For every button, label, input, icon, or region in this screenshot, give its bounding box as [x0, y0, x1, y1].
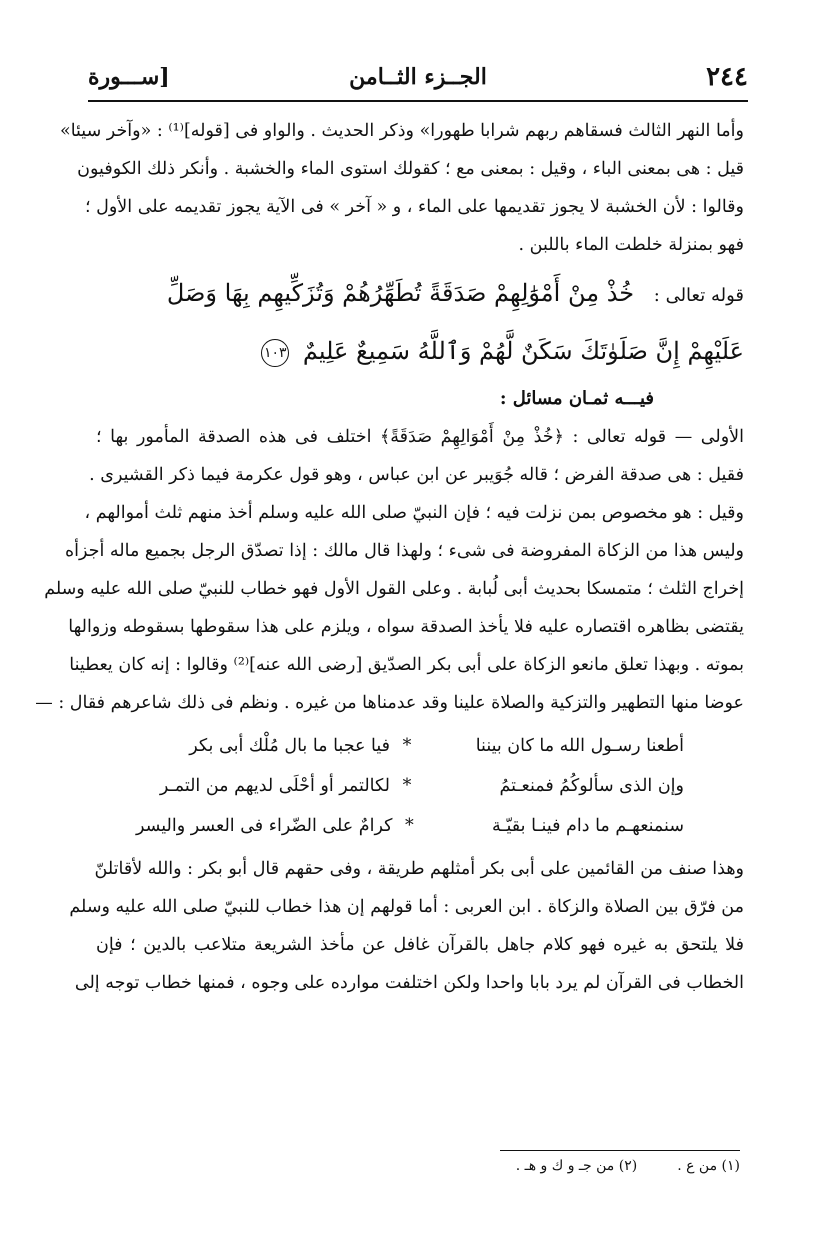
text-line: وهذا صنف من القائمين على أبى بكر أمثلهم طريقة ، وفى حقهم قال أبو بكر : والله لأقاتلنّ: [94, 859, 744, 879]
verse-intro: قوله تعالى :: [653, 285, 744, 306]
poem: [136, 726, 684, 846]
surah-label: [ســـورة: [88, 64, 170, 90]
text-line: فقيل : هى صدقة الفرض ؛ قاله جُوَيبر عن ابن عباس ، وهو قول عكرمة فيما ذكر القشيرى .: [89, 465, 744, 485]
poem-hemistich-first: وإن الذى سألوكُمُ فمنعـتمُ: [499, 776, 684, 796]
text-line: يقتضى بظاهره اقتصاره عليه فلا يأخذ الصدقة سواه ، ويلزم على هذا سقوطها بسقوطه وزوالها: [68, 617, 744, 637]
poem-verse: [136, 806, 684, 846]
text-line: الأولى — قوله تعالى : ﴿خُذْ مِنْ أَمْوَالِهِمْ صَدَقَةً﴾ اختلف فى هذه الصدقة المأمور بها ؛: [96, 427, 744, 447]
quran-verse-line-1: [96, 264, 744, 322]
page-header: [88, 58, 748, 98]
star-separator-icon: *: [402, 776, 412, 796]
text-line: الخطاب فى القرآن لم يرد بابا واحدا ولكن اختلفت موارده على وجوه ، فمنها خطاب توجه إلى: [74, 973, 744, 993]
text-line: بموته . وبهذا تعلق مانعو الزكاة على أبى بكر الصدّيق [رضى الله عنه]⁽²⁾ وقالوا : إنه كان يعطينا: [69, 655, 744, 675]
header-rule: [88, 100, 748, 102]
footnote-rule: [500, 1150, 740, 1151]
footnotes: [300, 1158, 740, 1174]
page-body: [35, 112, 744, 1002]
poem-hemistich-second: فيا عجبا ما بال مُلْك أبى بكر: [189, 736, 390, 756]
verse-text: خُذْ مِنْ أَمْوَٰلِهِمْ صَدَقَةً تُطَهِّرُهُمْ وَتُزَكِّيهِم بِهَا وَصَلِّ: [166, 279, 635, 307]
text-line: وليس هذا من الزكاة المفروضة فى شىء ؛ ولهذا قال مالك : إذا تصدّق الرجل بجميع ماله أجزأه: [64, 541, 744, 561]
text-line: وأما النهر الثالث فسقاهم ربهم شرابا طهورا» وذكر الحديث . والواو فى [قوله]⁽¹⁾ : «وآخر سيئا»: [59, 121, 744, 141]
footnote-2: (٢) من جـ و ك و هـ .: [515, 1158, 638, 1174]
text-line: من فرّق بين الصلاة والزكاة . ابن العربى : أما قولهم إن هذا خطاب للنبيّ صلى الله عليه وسلم: [69, 897, 744, 917]
poem-verse: [136, 726, 684, 766]
text-line: وقيل : هو مخصوص بمن نزلت فيه ؛ فإن النبيّ صلى الله عليه وسلم أخذ منهم ثلث أموالهم ،: [84, 503, 744, 523]
poem-verse: [136, 766, 684, 806]
page-number: ٢٤٤: [706, 62, 748, 92]
issues-heading: فيـــه ثمـان مسائل :: [499, 388, 654, 409]
star-separator-icon: *: [404, 816, 414, 836]
text-line: وقالوا : لأن الخشبة لا يجوز تقديمها على الماء ، و « آخر » فى الآية يجوز تقديمه على الأول ؛: [85, 197, 744, 217]
text-line: إخراج الثلث ؛ متمسكا بحديث أبى لُبابة . وعلى القول الأول فهو خطاب للنبيّ صلى الله عليه وسلم: [44, 579, 744, 599]
poem-hemistich-second: كرامٌ على الضّراء فى العسر واليسر: [136, 816, 393, 836]
poem-hemistich-first: سنمنعهـم ما دام فينـا بقيّـة: [492, 816, 684, 836]
text-line: عوضا منها التطهير والتزكية والصلاة علينا وقد عدمناها من غيره . ونظم فى ذلك شاعرهم فقال : —: [35, 693, 744, 713]
running-title: الجــزء الثــامن: [349, 64, 487, 90]
text-line: قيل : هى بمعنى الباء ، وقيل : بمعنى مع ؛ كقولك استوى الماء والخشبة . وأنكر ذلك الكوفيون: [77, 159, 744, 179]
verse-number-marker: ١٠٣: [261, 339, 289, 367]
star-separator-icon: *: [402, 736, 412, 756]
quran-verse-line-2: [96, 322, 744, 380]
poem-hemistich-first: أطعنا رسـول الله ما كان بيننا: [475, 736, 684, 756]
verse-text: عَلَيْهِمْ إِنَّ صَلَوٰتَكَ سَكَنٌ لَّهُمْ وَٱللَّهُ سَمِيعٌ عَلِيمٌ: [302, 337, 744, 365]
text-line: فلا يلتحق به غيره فهو كلام جاهل بالقرآن غافل عن مأخذ الشريعة متلاعب بالدين ؛ فإن: [96, 935, 744, 955]
text-line: فهو بمنزلة خلطت الماء باللبن .: [518, 235, 744, 255]
poem-hemistich-second: لكالتمر أو أحْلَى لديهم من التمـر: [159, 776, 390, 796]
footnote-1: (١) من ع .: [677, 1158, 740, 1174]
